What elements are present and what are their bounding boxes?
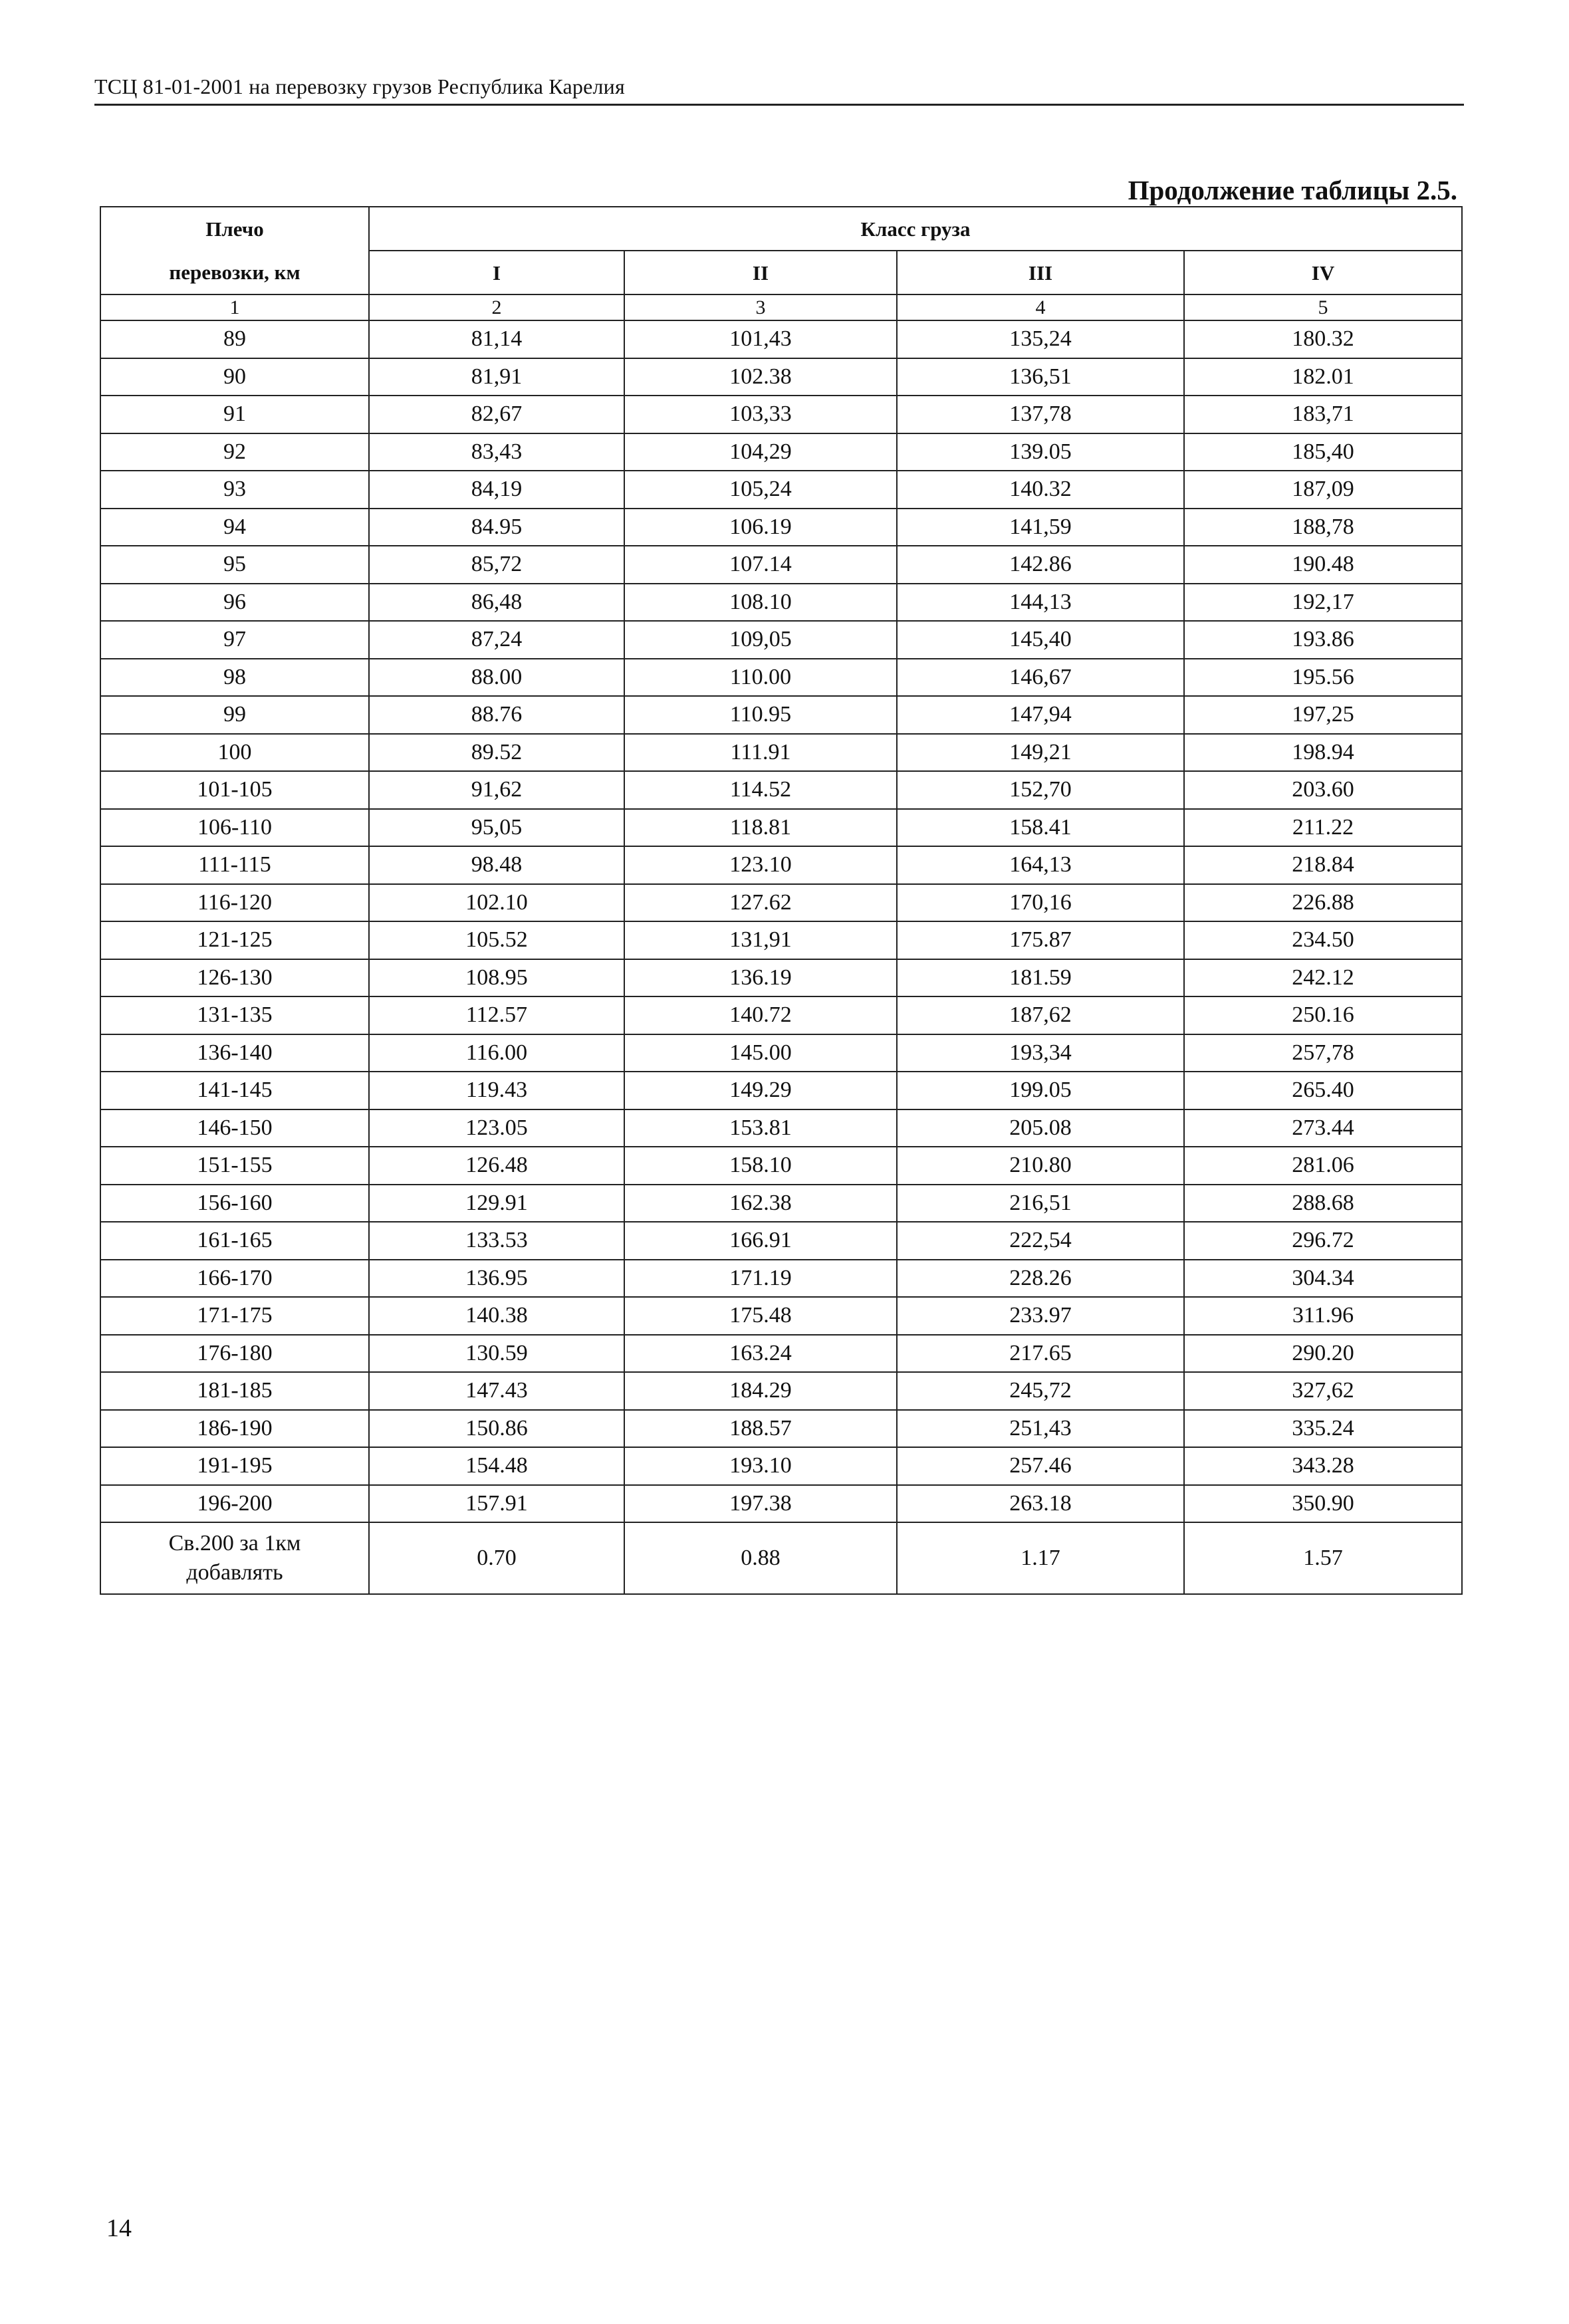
table-row xyxy=(100,1109,1462,1147)
table-row xyxy=(100,320,1462,358)
rate-cell: 193.10 xyxy=(624,1447,897,1485)
distance-cell: 95 xyxy=(100,546,369,584)
rate-cell: 147,94 xyxy=(897,696,1184,734)
rate-cell: 142.86 xyxy=(897,546,1184,584)
table-row xyxy=(100,696,1462,734)
distance-cell: 191-195 xyxy=(100,1447,369,1485)
rate-cell: 119.43 xyxy=(369,1072,624,1109)
distance-cell: 94 xyxy=(100,509,369,546)
distance-cell: 121-125 xyxy=(100,921,369,959)
column-number-cell: 2 xyxy=(369,294,624,320)
rate-cell: 350.90 xyxy=(1184,1485,1462,1523)
table-row xyxy=(100,621,1462,659)
rate-cell: 107.14 xyxy=(624,546,897,584)
table-row xyxy=(100,1034,1462,1072)
rate-cell: 95,05 xyxy=(369,809,624,847)
table-row xyxy=(100,1447,1462,1485)
rate-cell: 81,91 xyxy=(369,358,624,396)
page-number: 14 xyxy=(106,2214,132,2242)
table-row xyxy=(100,809,1462,847)
header-cell-class-2: II xyxy=(624,251,897,294)
distance-cell: 100 xyxy=(100,734,369,772)
table-caption: Продолжение таблицы 2.5. xyxy=(1128,175,1457,205)
rate-cell: 218.84 xyxy=(1184,846,1462,884)
rate-cell: 192,17 xyxy=(1184,584,1462,622)
rate-cell: 84.95 xyxy=(369,509,624,546)
rate-cell: 198.94 xyxy=(1184,734,1462,772)
rate-cell: 234.50 xyxy=(1184,921,1462,959)
distance-cell: 90 xyxy=(100,358,369,396)
rate-cell: 205.08 xyxy=(897,1109,1184,1147)
rate-cell: 136.19 xyxy=(624,959,897,997)
rate-cell: 149.29 xyxy=(624,1072,897,1109)
rate-cell: 180.32 xyxy=(1184,320,1462,358)
rates-table xyxy=(100,206,1463,1595)
rate-cell: 130.59 xyxy=(369,1335,624,1373)
rate-cell: 105,24 xyxy=(624,471,897,509)
rate-cell: 163.24 xyxy=(624,1335,897,1373)
rate-cell: 257.46 xyxy=(897,1447,1184,1485)
rate-cell: 88.76 xyxy=(369,696,624,734)
table-row xyxy=(100,734,1462,772)
surcharge-label-line2: добавлять xyxy=(186,1560,283,1585)
rate-cell: 233.97 xyxy=(897,1297,1184,1335)
table-row xyxy=(100,358,1462,396)
rate-cell: 197.38 xyxy=(624,1485,897,1523)
column-number-cell: 1 xyxy=(100,294,369,320)
header-cell-class-4: IV xyxy=(1184,251,1462,294)
rate-cell: 296.72 xyxy=(1184,1222,1462,1260)
table-row xyxy=(100,959,1462,997)
rate-cell: 141,59 xyxy=(897,509,1184,546)
rate-cell: 171.19 xyxy=(624,1260,897,1298)
rate-cell: 251,43 xyxy=(897,1410,1184,1448)
distance-cell: 186-190 xyxy=(100,1410,369,1448)
rate-cell: 137,78 xyxy=(897,396,1184,433)
table-header-row-2 xyxy=(100,251,1462,294)
rate-cell: 170,16 xyxy=(897,884,1184,922)
header-cell-cargo-class: Класс груза xyxy=(369,207,1462,251)
table-row xyxy=(100,433,1462,471)
distance-cell: 97 xyxy=(100,621,369,659)
rate-cell: 152,70 xyxy=(897,771,1184,809)
surcharge-label-line1: Св.200 за 1км xyxy=(168,1530,301,1556)
rate-cell: 84,19 xyxy=(369,471,624,509)
rate-cell: 129.91 xyxy=(369,1185,624,1222)
distance-cell: 89 xyxy=(100,320,369,358)
distance-cell: 91 xyxy=(100,396,369,433)
rate-cell: 175.87 xyxy=(897,921,1184,959)
rate-cell: 203.60 xyxy=(1184,771,1462,809)
header-divider xyxy=(94,104,1464,106)
rate-cell: 182.01 xyxy=(1184,358,1462,396)
rate-cell: 104,29 xyxy=(624,433,897,471)
table-row xyxy=(100,1485,1462,1523)
header-cell-distance-line2: перевозки, км xyxy=(100,251,369,294)
rate-cell: 108.10 xyxy=(624,584,897,622)
rate-cell: 105.52 xyxy=(369,921,624,959)
rate-cell: 127.62 xyxy=(624,884,897,922)
distance-cell: 93 xyxy=(100,471,369,509)
table-row xyxy=(100,884,1462,922)
table-row xyxy=(100,1260,1462,1298)
rate-cell: 145,40 xyxy=(897,621,1184,659)
rate-cell: 98.48 xyxy=(369,846,624,884)
distance-cell: 92 xyxy=(100,433,369,471)
rate-cell: 123.10 xyxy=(624,846,897,884)
rate-cell: 102.10 xyxy=(369,884,624,922)
rate-cell: 193,34 xyxy=(897,1034,1184,1072)
distance-cell: 181-185 xyxy=(100,1372,369,1410)
rate-cell: 81,14 xyxy=(369,320,624,358)
rate-cell: 188.57 xyxy=(624,1410,897,1448)
table-row xyxy=(100,1147,1462,1185)
rate-cell: 114.52 xyxy=(624,771,897,809)
rate-cell: 187,09 xyxy=(1184,471,1462,509)
rate-cell: 184.29 xyxy=(624,1372,897,1410)
rate-cell: 116.00 xyxy=(369,1034,624,1072)
rate-cell: 185,40 xyxy=(1184,433,1462,471)
table-row xyxy=(100,509,1462,546)
surcharge-label-cell xyxy=(100,1522,369,1594)
table-row xyxy=(100,1072,1462,1109)
table-row xyxy=(100,1335,1462,1373)
rate-cell: 87,24 xyxy=(369,621,624,659)
column-number-cell: 5 xyxy=(1184,294,1462,320)
table-row xyxy=(100,846,1462,884)
column-number-cell: 4 xyxy=(897,294,1184,320)
rate-cell: 101,43 xyxy=(624,320,897,358)
table-row xyxy=(100,921,1462,959)
table-row xyxy=(100,1222,1462,1260)
table-row xyxy=(100,396,1462,433)
distance-cell: 99 xyxy=(100,696,369,734)
rate-cell: 110.00 xyxy=(624,659,897,697)
rate-cell: 335.24 xyxy=(1184,1410,1462,1448)
rate-cell: 153.81 xyxy=(624,1109,897,1147)
rate-cell: 82,67 xyxy=(369,396,624,433)
rate-cell: 222,54 xyxy=(897,1222,1184,1260)
surcharge-rate-cell: 1.17 xyxy=(897,1522,1184,1594)
rate-cell: 217.65 xyxy=(897,1335,1184,1373)
rate-cell: 210.80 xyxy=(897,1147,1184,1185)
table-row xyxy=(100,1297,1462,1335)
rate-cell: 133.53 xyxy=(369,1222,624,1260)
rate-cell: 175.48 xyxy=(624,1297,897,1335)
rate-cell: 311.96 xyxy=(1184,1297,1462,1335)
rate-cell: 245,72 xyxy=(897,1372,1184,1410)
rate-cell: 288.68 xyxy=(1184,1185,1462,1222)
rate-cell: 162.38 xyxy=(624,1185,897,1222)
column-number-row xyxy=(100,294,1462,320)
rate-cell: 86,48 xyxy=(369,584,624,622)
column-number-cell: 3 xyxy=(624,294,897,320)
rate-cell: 85,72 xyxy=(369,546,624,584)
distance-cell: 96 xyxy=(100,584,369,622)
table-row xyxy=(100,471,1462,509)
header-cell-distance-line1: Плечо xyxy=(100,207,369,251)
rate-cell: 304.34 xyxy=(1184,1260,1462,1298)
rate-cell: 88.00 xyxy=(369,659,624,697)
table-row xyxy=(100,1185,1462,1222)
rate-cell: 226.88 xyxy=(1184,884,1462,922)
rate-cell: 190.48 xyxy=(1184,546,1462,584)
rate-cell: 111.91 xyxy=(624,734,897,772)
rate-cell: 118.81 xyxy=(624,809,897,847)
rate-cell: 195.56 xyxy=(1184,659,1462,697)
rate-cell: 146,67 xyxy=(897,659,1184,697)
rate-cell: 123.05 xyxy=(369,1109,624,1147)
header-cell-class-1: I xyxy=(369,251,624,294)
rate-cell: 149,21 xyxy=(897,734,1184,772)
rate-cell: 290.20 xyxy=(1184,1335,1462,1373)
surcharge-rate-cell: 0.88 xyxy=(624,1522,897,1594)
rate-cell: 91,62 xyxy=(369,771,624,809)
distance-cell: 166-170 xyxy=(100,1260,369,1298)
rate-cell: 327,62 xyxy=(1184,1372,1462,1410)
rate-cell: 263.18 xyxy=(897,1485,1184,1523)
surcharge-rate-cell: 0.70 xyxy=(369,1522,624,1594)
table-row xyxy=(100,546,1462,584)
rate-cell: 83,43 xyxy=(369,433,624,471)
rate-cell: 164,13 xyxy=(897,846,1184,884)
rate-cell: 136,51 xyxy=(897,358,1184,396)
rate-cell: 136.95 xyxy=(369,1260,624,1298)
surcharge-rate-cell: 1.57 xyxy=(1184,1522,1462,1594)
table-row xyxy=(100,1372,1462,1410)
rate-cell: 126.48 xyxy=(369,1147,624,1185)
distance-cell: 111-115 xyxy=(100,846,369,884)
rate-cell: 211.22 xyxy=(1184,809,1462,847)
table-row xyxy=(100,1410,1462,1448)
rate-cell: 188,78 xyxy=(1184,509,1462,546)
distance-cell: 151-155 xyxy=(100,1147,369,1185)
rate-cell: 242.12 xyxy=(1184,959,1462,997)
header-cell-class-3: III xyxy=(897,251,1184,294)
rate-cell: 145.00 xyxy=(624,1034,897,1072)
distance-cell: 161-165 xyxy=(100,1222,369,1260)
rate-cell: 147.43 xyxy=(369,1372,624,1410)
distance-cell: 196-200 xyxy=(100,1485,369,1523)
rate-cell: 281.06 xyxy=(1184,1147,1462,1185)
rate-cell: 157.91 xyxy=(369,1485,624,1523)
distance-cell: 126-130 xyxy=(100,959,369,997)
rate-cell: 257,78 xyxy=(1184,1034,1462,1072)
rate-cell: 150.86 xyxy=(369,1410,624,1448)
table-row xyxy=(100,584,1462,622)
rate-cell: 183,71 xyxy=(1184,396,1462,433)
distance-cell: 106-110 xyxy=(100,809,369,847)
table-row xyxy=(100,771,1462,809)
rate-cell: 103,33 xyxy=(624,396,897,433)
rate-cell: 166.91 xyxy=(624,1222,897,1260)
distance-cell: 101-105 xyxy=(100,771,369,809)
rate-cell: 139.05 xyxy=(897,433,1184,471)
table-row xyxy=(100,996,1462,1034)
rate-cell: 89.52 xyxy=(369,734,624,772)
rate-cell: 158.10 xyxy=(624,1147,897,1185)
rate-cell: 265.40 xyxy=(1184,1072,1462,1109)
rate-cell: 154.48 xyxy=(369,1447,624,1485)
rate-cell: 140.72 xyxy=(624,996,897,1034)
rate-cell: 140.32 xyxy=(897,471,1184,509)
rate-cell: 112.57 xyxy=(369,996,624,1034)
rate-cell: 343.28 xyxy=(1184,1447,1462,1485)
distance-cell: 156-160 xyxy=(100,1185,369,1222)
distance-cell: 131-135 xyxy=(100,996,369,1034)
rate-cell: 228.26 xyxy=(897,1260,1184,1298)
distance-cell: 136-140 xyxy=(100,1034,369,1072)
rate-cell: 193.86 xyxy=(1184,621,1462,659)
rate-cell: 273.44 xyxy=(1184,1109,1462,1147)
rate-cell: 106.19 xyxy=(624,509,897,546)
rate-cell: 102.38 xyxy=(624,358,897,396)
distance-cell: 98 xyxy=(100,659,369,697)
rate-cell: 216,51 xyxy=(897,1185,1184,1222)
running-header: ТСЦ 81-01-2001 на перевозку грузов Республика Карелия xyxy=(94,74,625,98)
rate-cell: 140.38 xyxy=(369,1297,624,1335)
table-row xyxy=(100,659,1462,697)
distance-cell: 146-150 xyxy=(100,1109,369,1147)
rate-cell: 135,24 xyxy=(897,320,1184,358)
rate-cell: 158.41 xyxy=(897,809,1184,847)
distance-cell: 141-145 xyxy=(100,1072,369,1109)
rate-cell: 197,25 xyxy=(1184,696,1462,734)
rate-cell: 108.95 xyxy=(369,959,624,997)
rate-cell: 187,62 xyxy=(897,996,1184,1034)
rate-cell: 109,05 xyxy=(624,621,897,659)
rate-cell: 144,13 xyxy=(897,584,1184,622)
rate-cell: 250.16 xyxy=(1184,996,1462,1034)
rate-cell: 110.95 xyxy=(624,696,897,734)
table-header-row-1 xyxy=(100,207,1462,251)
distance-cell: 171-175 xyxy=(100,1297,369,1335)
rate-cell: 181.59 xyxy=(897,959,1184,997)
rate-cell: 199.05 xyxy=(897,1072,1184,1109)
distance-cell: 176-180 xyxy=(100,1335,369,1373)
table-row-surcharge xyxy=(100,1522,1462,1594)
rate-cell: 131,91 xyxy=(624,921,897,959)
distance-cell: 116-120 xyxy=(100,884,369,922)
